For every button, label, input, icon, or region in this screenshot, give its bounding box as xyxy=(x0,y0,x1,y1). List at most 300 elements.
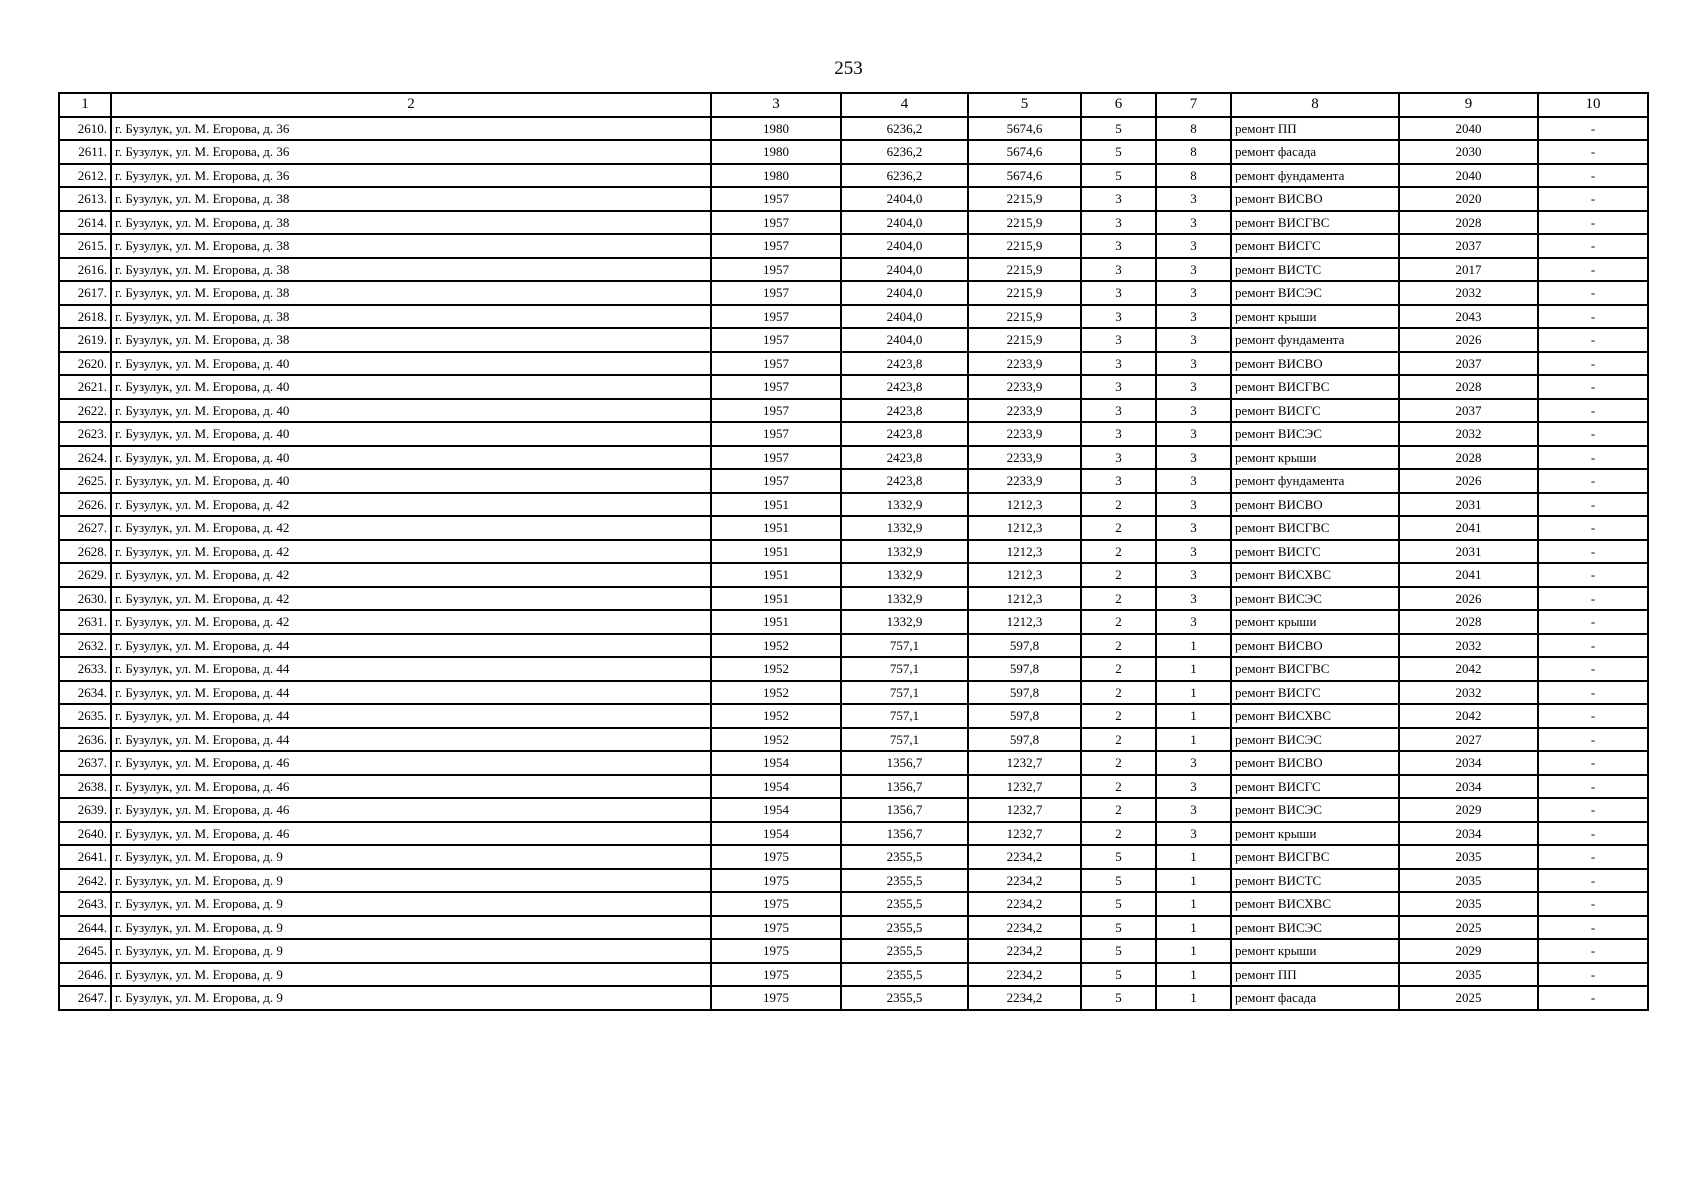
planned-year-cell: 2030 xyxy=(1399,140,1538,164)
planned-year-cell: 2029 xyxy=(1399,798,1538,822)
work-type-cell: ремонт крыши xyxy=(1231,446,1399,470)
address-cell: г. Бузулук, ул. М. Егорова, д. 9 xyxy=(111,963,711,987)
living-area-cell: 2234,2 xyxy=(968,869,1081,893)
planned-year-cell: 2034 xyxy=(1399,775,1538,799)
living-area-cell: 2233,9 xyxy=(968,399,1081,423)
table-row xyxy=(59,352,1648,376)
total-area-cell: 757,1 xyxy=(841,634,968,658)
planned-year-cell: 2043 xyxy=(1399,305,1538,329)
floors-cell: 2 xyxy=(1081,610,1156,634)
living-area-cell: 597,8 xyxy=(968,657,1081,681)
row-number-cell: 2641. xyxy=(59,845,111,869)
note-cell: - xyxy=(1538,939,1648,963)
note-cell: - xyxy=(1538,281,1648,305)
total-area-cell: 2355,5 xyxy=(841,963,968,987)
floors-cell: 5 xyxy=(1081,845,1156,869)
row-number-cell: 2647. xyxy=(59,986,111,1010)
planned-year-cell: 2028 xyxy=(1399,446,1538,470)
entrances-cell: 1 xyxy=(1156,845,1231,869)
table-row xyxy=(59,869,1648,893)
year-built-cell: 1957 xyxy=(711,446,841,470)
note-cell: - xyxy=(1538,234,1648,258)
total-area-cell: 1332,9 xyxy=(841,516,968,540)
column-header: 1 xyxy=(59,93,111,117)
entrances-cell: 1 xyxy=(1156,963,1231,987)
total-area-cell: 2423,8 xyxy=(841,399,968,423)
work-type-cell: ремонт ВИСЭС xyxy=(1231,587,1399,611)
address-cell: г. Бузулук, ул. М. Егорова, д. 42 xyxy=(111,563,711,587)
floors-cell: 2 xyxy=(1081,563,1156,587)
year-built-cell: 1951 xyxy=(711,563,841,587)
note-cell: - xyxy=(1538,375,1648,399)
living-area-cell: 1232,7 xyxy=(968,751,1081,775)
year-built-cell: 1980 xyxy=(711,140,841,164)
note-cell: - xyxy=(1538,892,1648,916)
year-built-cell: 1957 xyxy=(711,422,841,446)
table-row xyxy=(59,187,1648,211)
table-row xyxy=(59,211,1648,235)
total-area-cell: 757,1 xyxy=(841,657,968,681)
table-row xyxy=(59,681,1648,705)
floors-cell: 5 xyxy=(1081,892,1156,916)
year-built-cell: 1952 xyxy=(711,728,841,752)
year-built-cell: 1957 xyxy=(711,281,841,305)
row-number-cell: 2630. xyxy=(59,587,111,611)
floors-cell: 3 xyxy=(1081,281,1156,305)
table-row xyxy=(59,281,1648,305)
address-cell: г. Бузулук, ул. М. Егорова, д. 44 xyxy=(111,704,711,728)
living-area-cell: 597,8 xyxy=(968,634,1081,658)
year-built-cell: 1957 xyxy=(711,211,841,235)
work-type-cell: ремонт фасада xyxy=(1231,140,1399,164)
floors-cell: 3 xyxy=(1081,305,1156,329)
entrances-cell: 8 xyxy=(1156,164,1231,188)
address-cell: г. Бузулук, ул. М. Егорова, д. 9 xyxy=(111,892,711,916)
row-number-cell: 2627. xyxy=(59,516,111,540)
year-built-cell: 1952 xyxy=(711,634,841,658)
total-area-cell: 757,1 xyxy=(841,728,968,752)
note-cell: - xyxy=(1538,516,1648,540)
work-type-cell: ремонт ВИСЭС xyxy=(1231,798,1399,822)
address-cell: г. Бузулук, ул. М. Егорова, д. 40 xyxy=(111,375,711,399)
note-cell: - xyxy=(1538,869,1648,893)
row-number-cell: 2620. xyxy=(59,352,111,376)
year-built-cell: 1951 xyxy=(711,493,841,517)
entrances-cell: 3 xyxy=(1156,305,1231,329)
planned-year-cell: 2025 xyxy=(1399,986,1538,1010)
floors-cell: 3 xyxy=(1081,352,1156,376)
note-cell: - xyxy=(1538,845,1648,869)
table-row xyxy=(59,751,1648,775)
floors-cell: 5 xyxy=(1081,963,1156,987)
note-cell: - xyxy=(1538,422,1648,446)
work-type-cell: ремонт ВИСВО xyxy=(1231,352,1399,376)
total-area-cell: 2404,0 xyxy=(841,305,968,329)
planned-year-cell: 2032 xyxy=(1399,681,1538,705)
row-number-cell: 2616. xyxy=(59,258,111,282)
address-cell: г. Бузулук, ул. М. Егорова, д. 44 xyxy=(111,681,711,705)
floors-cell: 2 xyxy=(1081,822,1156,846)
row-number-cell: 2622. xyxy=(59,399,111,423)
work-type-cell: ремонт фасада xyxy=(1231,986,1399,1010)
entrances-cell: 3 xyxy=(1156,258,1231,282)
planned-year-cell: 2037 xyxy=(1399,399,1538,423)
row-number-cell: 2645. xyxy=(59,939,111,963)
column-header: 5 xyxy=(968,93,1081,117)
address-cell: г. Бузулук, ул. М. Егорова, д. 36 xyxy=(111,117,711,141)
table-row xyxy=(59,634,1648,658)
year-built-cell: 1957 xyxy=(711,352,841,376)
living-area-cell: 1232,7 xyxy=(968,822,1081,846)
total-area-cell: 2404,0 xyxy=(841,258,968,282)
row-number-cell: 2624. xyxy=(59,446,111,470)
address-cell: г. Бузулук, ул. М. Егорова, д. 42 xyxy=(111,540,711,564)
table-row xyxy=(59,258,1648,282)
work-type-cell: ремонт ВИСХВС xyxy=(1231,892,1399,916)
table-row xyxy=(59,140,1648,164)
address-cell: г. Бузулук, ул. М. Егорова, д. 9 xyxy=(111,869,711,893)
work-type-cell: ремонт ВИСГВС xyxy=(1231,657,1399,681)
row-number-cell: 2611. xyxy=(59,140,111,164)
note-cell: - xyxy=(1538,610,1648,634)
total-area-cell: 757,1 xyxy=(841,681,968,705)
total-area-cell: 2404,0 xyxy=(841,234,968,258)
planned-year-cell: 2031 xyxy=(1399,540,1538,564)
floors-cell: 2 xyxy=(1081,587,1156,611)
row-number-cell: 2618. xyxy=(59,305,111,329)
address-cell: г. Бузулук, ул. М. Егорова, д. 38 xyxy=(111,281,711,305)
entrances-cell: 1 xyxy=(1156,634,1231,658)
floors-cell: 2 xyxy=(1081,728,1156,752)
row-number-cell: 2617. xyxy=(59,281,111,305)
column-header: 8 xyxy=(1231,93,1399,117)
total-area-cell: 2355,5 xyxy=(841,939,968,963)
address-cell: г. Бузулук, ул. М. Егорова, д. 38 xyxy=(111,187,711,211)
floors-cell: 5 xyxy=(1081,164,1156,188)
row-number-cell: 2642. xyxy=(59,869,111,893)
total-area-cell: 1356,7 xyxy=(841,822,968,846)
table-row xyxy=(59,399,1648,423)
work-type-cell: ремонт ВИСГВС xyxy=(1231,211,1399,235)
row-number-cell: 2637. xyxy=(59,751,111,775)
row-number-cell: 2632. xyxy=(59,634,111,658)
floors-cell: 2 xyxy=(1081,634,1156,658)
work-type-cell: ремонт ВИСГВС xyxy=(1231,516,1399,540)
floors-cell: 3 xyxy=(1081,187,1156,211)
living-area-cell: 1212,3 xyxy=(968,540,1081,564)
row-number-cell: 2633. xyxy=(59,657,111,681)
entrances-cell: 1 xyxy=(1156,916,1231,940)
table-row xyxy=(59,516,1648,540)
planned-year-cell: 2026 xyxy=(1399,587,1538,611)
living-area-cell: 2233,9 xyxy=(968,446,1081,470)
living-area-cell: 2215,9 xyxy=(968,305,1081,329)
living-area-cell: 2234,2 xyxy=(968,939,1081,963)
work-type-cell: ремонт крыши xyxy=(1231,305,1399,329)
table-row xyxy=(59,963,1648,987)
row-number-cell: 2610. xyxy=(59,117,111,141)
row-number-cell: 2640. xyxy=(59,822,111,846)
living-area-cell: 2234,2 xyxy=(968,845,1081,869)
address-cell: г. Бузулук, ул. М. Егорова, д. 38 xyxy=(111,258,711,282)
page-number: 253 xyxy=(834,58,863,79)
year-built-cell: 1980 xyxy=(711,164,841,188)
entrances-cell: 3 xyxy=(1156,234,1231,258)
table-row xyxy=(59,446,1648,470)
floors-cell: 5 xyxy=(1081,986,1156,1010)
living-area-cell: 2215,9 xyxy=(968,328,1081,352)
note-cell: - xyxy=(1538,657,1648,681)
planned-year-cell: 2027 xyxy=(1399,728,1538,752)
total-area-cell: 1356,7 xyxy=(841,751,968,775)
note-cell: - xyxy=(1538,634,1648,658)
living-area-cell: 5674,6 xyxy=(968,140,1081,164)
note-cell: - xyxy=(1538,775,1648,799)
entrances-cell: 3 xyxy=(1156,375,1231,399)
note-cell: - xyxy=(1538,469,1648,493)
living-area-cell: 5674,6 xyxy=(968,164,1081,188)
note-cell: - xyxy=(1538,187,1648,211)
table-row xyxy=(59,916,1648,940)
work-type-cell: ремонт ВИСЭС xyxy=(1231,916,1399,940)
note-cell: - xyxy=(1538,164,1648,188)
row-number-cell: 2643. xyxy=(59,892,111,916)
planned-year-cell: 2028 xyxy=(1399,610,1538,634)
header-row xyxy=(59,93,1648,117)
note-cell: - xyxy=(1538,493,1648,517)
column-header: 9 xyxy=(1399,93,1538,117)
note-cell: - xyxy=(1538,117,1648,141)
living-area-cell: 1232,7 xyxy=(968,798,1081,822)
year-built-cell: 1952 xyxy=(711,681,841,705)
row-number-cell: 2644. xyxy=(59,916,111,940)
work-type-cell: ремонт фундамента xyxy=(1231,469,1399,493)
address-cell: г. Бузулук, ул. М. Егорова, д. 36 xyxy=(111,140,711,164)
total-area-cell: 1332,9 xyxy=(841,563,968,587)
note-cell: - xyxy=(1538,916,1648,940)
note-cell: - xyxy=(1538,352,1648,376)
floors-cell: 3 xyxy=(1081,258,1156,282)
planned-year-cell: 2026 xyxy=(1399,328,1538,352)
planned-year-cell: 2028 xyxy=(1399,375,1538,399)
total-area-cell: 1356,7 xyxy=(841,798,968,822)
note-cell: - xyxy=(1538,681,1648,705)
planned-year-cell: 2040 xyxy=(1399,164,1538,188)
floors-cell: 2 xyxy=(1081,751,1156,775)
note-cell: - xyxy=(1538,986,1648,1010)
planned-year-cell: 2041 xyxy=(1399,516,1538,540)
total-area-cell: 6236,2 xyxy=(841,164,968,188)
floors-cell: 3 xyxy=(1081,211,1156,235)
note-cell: - xyxy=(1538,587,1648,611)
floors-cell: 2 xyxy=(1081,798,1156,822)
work-type-cell: ремонт ПП xyxy=(1231,117,1399,141)
living-area-cell: 2215,9 xyxy=(968,234,1081,258)
row-number-cell: 2646. xyxy=(59,963,111,987)
floors-cell: 5 xyxy=(1081,939,1156,963)
year-built-cell: 1957 xyxy=(711,328,841,352)
address-cell: г. Бузулук, ул. М. Егорова, д. 42 xyxy=(111,516,711,540)
entrances-cell: 3 xyxy=(1156,281,1231,305)
column-header: 6 xyxy=(1081,93,1156,117)
floors-cell: 3 xyxy=(1081,234,1156,258)
column-header: 2 xyxy=(111,93,711,117)
planned-year-cell: 2032 xyxy=(1399,281,1538,305)
floors-cell: 3 xyxy=(1081,446,1156,470)
note-cell: - xyxy=(1538,822,1648,846)
floors-cell: 2 xyxy=(1081,540,1156,564)
planned-year-cell: 2042 xyxy=(1399,704,1538,728)
address-cell: г. Бузулук, ул. М. Егорова, д. 9 xyxy=(111,986,711,1010)
work-type-cell: ремонт фундамента xyxy=(1231,328,1399,352)
address-cell: г. Бузулук, ул. М. Егорова, д. 46 xyxy=(111,822,711,846)
note-cell: - xyxy=(1538,751,1648,775)
row-number-cell: 2623. xyxy=(59,422,111,446)
work-type-cell: ремонт ВИСВО xyxy=(1231,634,1399,658)
entrances-cell: 3 xyxy=(1156,798,1231,822)
total-area-cell: 2423,8 xyxy=(841,375,968,399)
row-number-cell: 2631. xyxy=(59,610,111,634)
floors-cell: 2 xyxy=(1081,493,1156,517)
planned-year-cell: 2025 xyxy=(1399,916,1538,940)
work-type-cell: ремонт ВИСГВС xyxy=(1231,845,1399,869)
floors-cell: 3 xyxy=(1081,375,1156,399)
planned-year-cell: 2028 xyxy=(1399,211,1538,235)
living-area-cell: 2233,9 xyxy=(968,375,1081,399)
entrances-cell: 8 xyxy=(1156,117,1231,141)
row-number-cell: 2615. xyxy=(59,234,111,258)
entrances-cell: 3 xyxy=(1156,587,1231,611)
planned-year-cell: 2034 xyxy=(1399,751,1538,775)
total-area-cell: 1332,9 xyxy=(841,610,968,634)
planned-year-cell: 2041 xyxy=(1399,563,1538,587)
table-row xyxy=(59,587,1648,611)
total-area-cell: 2404,0 xyxy=(841,328,968,352)
planned-year-cell: 2034 xyxy=(1399,822,1538,846)
entrances-cell: 3 xyxy=(1156,422,1231,446)
living-area-cell: 597,8 xyxy=(968,728,1081,752)
address-cell: г. Бузулук, ул. М. Егорова, д. 9 xyxy=(111,939,711,963)
living-area-cell: 2233,9 xyxy=(968,352,1081,376)
year-built-cell: 1975 xyxy=(711,869,841,893)
note-cell: - xyxy=(1538,399,1648,423)
floors-cell: 5 xyxy=(1081,916,1156,940)
year-built-cell: 1957 xyxy=(711,305,841,329)
row-number-cell: 2634. xyxy=(59,681,111,705)
planned-year-cell: 2029 xyxy=(1399,939,1538,963)
total-area-cell: 2404,0 xyxy=(841,187,968,211)
floors-cell: 3 xyxy=(1081,328,1156,352)
entrances-cell: 1 xyxy=(1156,681,1231,705)
address-cell: г. Бузулук, ул. М. Егорова, д. 38 xyxy=(111,211,711,235)
row-number-cell: 2635. xyxy=(59,704,111,728)
year-built-cell: 1952 xyxy=(711,657,841,681)
row-number-cell: 2612. xyxy=(59,164,111,188)
living-area-cell: 2234,2 xyxy=(968,916,1081,940)
work-type-cell: ремонт ВИСХВС xyxy=(1231,704,1399,728)
floors-cell: 2 xyxy=(1081,657,1156,681)
entrances-cell: 3 xyxy=(1156,399,1231,423)
living-area-cell: 1212,3 xyxy=(968,493,1081,517)
address-cell: г. Бузулук, ул. М. Егорова, д. 46 xyxy=(111,775,711,799)
table-row xyxy=(59,798,1648,822)
note-cell: - xyxy=(1538,540,1648,564)
entrances-cell: 3 xyxy=(1156,328,1231,352)
table-row xyxy=(59,728,1648,752)
table-row xyxy=(59,845,1648,869)
table-row xyxy=(59,986,1648,1010)
work-type-cell: ремонт ВИСГС xyxy=(1231,540,1399,564)
address-cell: г. Бузулук, ул. М. Егорова, д. 42 xyxy=(111,587,711,611)
floors-cell: 2 xyxy=(1081,516,1156,540)
row-number-cell: 2636. xyxy=(59,728,111,752)
year-built-cell: 1980 xyxy=(711,117,841,141)
planned-year-cell: 2042 xyxy=(1399,657,1538,681)
note-cell: - xyxy=(1538,328,1648,352)
note-cell: - xyxy=(1538,305,1648,329)
row-number-cell: 2619. xyxy=(59,328,111,352)
table-row xyxy=(59,469,1648,493)
work-type-cell: ремонт ВИСТС xyxy=(1231,258,1399,282)
living-area-cell: 2233,9 xyxy=(968,469,1081,493)
address-cell: г. Бузулук, ул. М. Егорова, д. 44 xyxy=(111,634,711,658)
planned-year-cell: 2035 xyxy=(1399,963,1538,987)
address-cell: г. Бузулук, ул. М. Егорова, д. 40 xyxy=(111,469,711,493)
entrances-cell: 1 xyxy=(1156,892,1231,916)
living-area-cell: 1212,3 xyxy=(968,610,1081,634)
address-cell: г. Бузулук, ул. М. Егорова, д. 40 xyxy=(111,352,711,376)
table-row xyxy=(59,822,1648,846)
living-area-cell: 2234,2 xyxy=(968,986,1081,1010)
row-number-cell: 2626. xyxy=(59,493,111,517)
entrances-cell: 1 xyxy=(1156,728,1231,752)
row-number-cell: 2629. xyxy=(59,563,111,587)
entrances-cell: 3 xyxy=(1156,775,1231,799)
note-cell: - xyxy=(1538,258,1648,282)
floors-cell: 3 xyxy=(1081,399,1156,423)
table-row xyxy=(59,422,1648,446)
entrances-cell: 1 xyxy=(1156,939,1231,963)
living-area-cell: 2234,2 xyxy=(968,963,1081,987)
year-built-cell: 1975 xyxy=(711,845,841,869)
year-built-cell: 1951 xyxy=(711,587,841,611)
note-cell: - xyxy=(1538,563,1648,587)
table-row xyxy=(59,305,1648,329)
entrances-cell: 3 xyxy=(1156,352,1231,376)
address-cell: г. Бузулук, ул. М. Егорова, д. 38 xyxy=(111,305,711,329)
planned-year-cell: 2017 xyxy=(1399,258,1538,282)
total-area-cell: 1332,9 xyxy=(841,540,968,564)
floors-cell: 2 xyxy=(1081,704,1156,728)
entrances-cell: 3 xyxy=(1156,563,1231,587)
table-row xyxy=(59,540,1648,564)
total-area-cell: 2423,8 xyxy=(841,446,968,470)
living-area-cell: 597,8 xyxy=(968,681,1081,705)
floors-cell: 3 xyxy=(1081,422,1156,446)
address-cell: г. Бузулук, ул. М. Егорова, д. 9 xyxy=(111,916,711,940)
entrances-cell: 1 xyxy=(1156,704,1231,728)
year-built-cell: 1951 xyxy=(711,610,841,634)
year-built-cell: 1957 xyxy=(711,258,841,282)
address-cell: г. Бузулук, ул. М. Егорова, д. 42 xyxy=(111,493,711,517)
year-built-cell: 1952 xyxy=(711,704,841,728)
year-built-cell: 1957 xyxy=(711,187,841,211)
table-body xyxy=(59,117,1648,1010)
address-cell: г. Бузулук, ул. М. Егорова, д. 44 xyxy=(111,728,711,752)
note-cell: - xyxy=(1538,211,1648,235)
total-area-cell: 2423,8 xyxy=(841,469,968,493)
column-header: 4 xyxy=(841,93,968,117)
